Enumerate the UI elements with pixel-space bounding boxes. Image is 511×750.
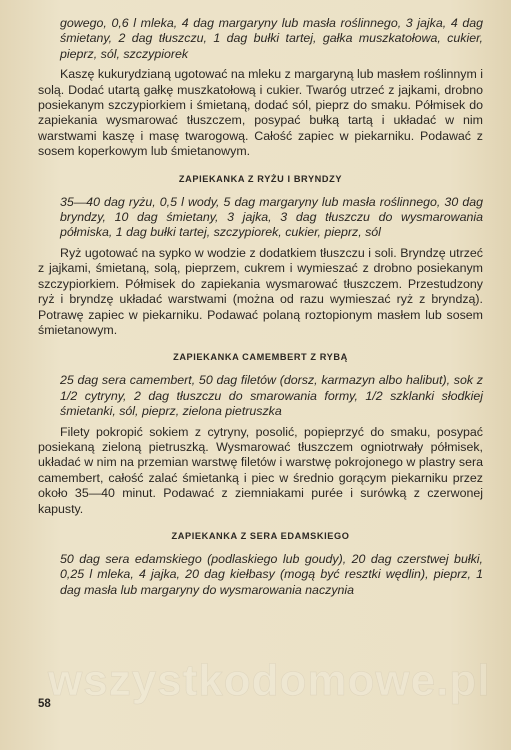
recipe-ingredients: 50 dag sera edamskiego (podlaskiego lub goudy), 20 dag czerstwej bułki, 0,25 l mleka, 4 jajka, 20 dag kiełbasy (mogą być resztki wędlin), pieprz, 1 dag masła lub margaryny do wysmarowania naczynia	[60, 551, 483, 597]
recipe-ingredients: 25 dag sera camembert, 50 dag filetów (dorsz, karmazyn albo halibut), sok z 1/2 cytryny, 2 dag tłuszczu do smarowania formy, 1/2 szklanki słodkiej śmietanki, sól, pieprz, zielona pietruszka	[60, 373, 483, 419]
recipe-method: Filety pokropić sokiem z cytryny, posolić, popieprzyć do smaku, posypać posiekaną zieloną pietruszką. Wysmarować tłuszczem ogniotrwały półmisek, układać w nim na przemian warstwę filetów i warstwę pokrojonego w plastry sera camembert, całość zalać śmietanką i piec w średnio gorącym piekarniku przez około 35—40 minut. Podawać z ziemniakami purée i surówką z czerwonej kapusty.	[38, 424, 483, 516]
watermark: wszystkodomowe.pl	[48, 656, 491, 705]
intro-method: Kaszę kukurydzianą ugotować na mleku z margaryną lub masłem roślinnym i solą. Dodać utartą gałkę muszkatołową i cukier. Twaróg utrzeć z jajkami, drobno posiekanym szczypiorkiem i śmietaną, dodać sól, pieprz do smaku. Półmisek do zapiekania wysmarować tłuszczem, posypać bułką tartą i układać w nim warstwami kaszę i masę twarogową. Całość zapiec w piekarniku. Podawać z sosem koperkowym lub śmietanowym.	[38, 67, 483, 159]
recipe-camembert-ryba	[38, 352, 483, 517]
recipe-title: ZAPIEKANKA Z RYŻU I BRYNDZY	[178, 173, 343, 184]
recipe-ser-edamski	[38, 531, 483, 598]
recipe-title: ZAPIEKANKA CAMEMBERT Z RYBĄ	[173, 352, 348, 363]
intro-ingredients: gowego, 0,6 l mleka, 4 dag margaryny lub masła roślinnego, 3 jajka, 4 dag śmietany, 2 dag tłuszczu, 1 dag bułki tartej, gałka muszkatołowa, cukier, pieprz, sól, szczypiorek	[60, 16, 483, 61]
recipe-ingredients: 35—40 dag ryżu, 0,5 l wody, 5 dag margaryny lub masła roślinnego, 30 dag bryndzy, 10 dag śmietany, 3 jajka, 3 dag tłuszczu do wysmarowania półmiska, 1 dag bułki tartej, szczypiorek, cukier, pieprz, sól	[60, 194, 483, 240]
page-number: 58	[38, 698, 51, 710]
recipe-method: Ryż ugotować na sypko w wodzie z dodatkiem tłuszczu i soli. Bryndzę utrzeć z jajkami, śmietaną, solą, pieprzem, cukrem i wymieszać z drobno posiekanym szczypiorkiem. Półmisek do zapiekania wysmarować tłuszczem. Przestudzony ryż i bryndzę układać warstwami (można od razu wymieszać ryż z bryndzą). Potrawę zapiec w piekarniku. Podawać polaną roztopionym masłem lub sosem śmietanowym.	[38, 245, 483, 337]
recipe-ryz-bryndza	[38, 174, 483, 339]
recipe-title: ZAPIEKANKA Z SERA EDAMSKIEGO	[171, 530, 350, 541]
page-content	[38, 16, 483, 598]
